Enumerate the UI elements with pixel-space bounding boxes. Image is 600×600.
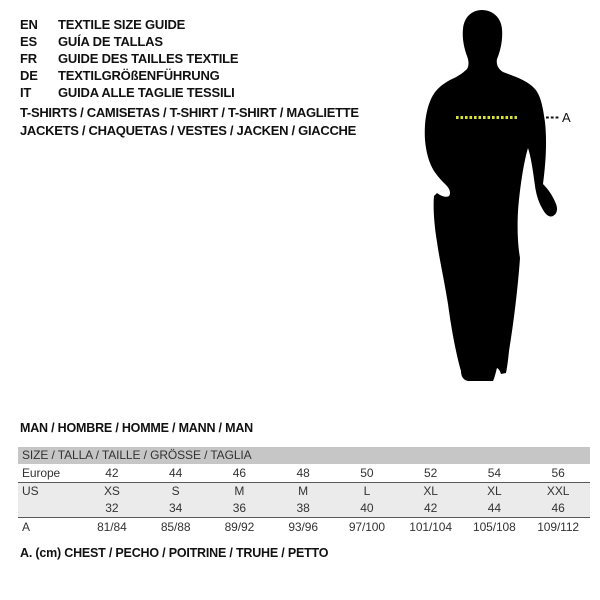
table-cell: 56 [551, 466, 565, 480]
table-cell: 97/100 [348, 520, 385, 534]
size-table-header: SIZE / TALLA / TAILLE / GRÖSSE / TAGLIA [18, 447, 590, 464]
language-title: TEXTILE SIZE GUIDE [58, 17, 186, 32]
category-tshirts: T-SHIRTS / CAMISETAS / T-SHIRT / T-SHIRT / MAGLIETTE [20, 105, 359, 120]
table-cell: XS [103, 484, 120, 498]
table-cell: 46 [551, 501, 565, 515]
table-row-europe [18, 464, 590, 482]
table-cell: L [363, 484, 371, 498]
table-cell: 46 [232, 466, 246, 480]
measure-label-a: A [562, 110, 571, 125]
table-cell: 36 [232, 501, 246, 515]
table-cell: 52 [424, 466, 438, 480]
table-cell: 101/104 [409, 520, 452, 534]
size-table [18, 447, 590, 536]
table-cell: M [298, 484, 309, 498]
table-cell: 42 [105, 466, 119, 480]
language-code: ES [20, 34, 37, 49]
table-row-chest-a [18, 517, 590, 536]
language-title: GUÍA DE TALLAS [58, 34, 163, 49]
table-cell: 93/96 [288, 520, 318, 534]
table-cell: 42 [424, 501, 438, 515]
language-code: DE [20, 68, 38, 83]
table-cell: M [234, 484, 245, 498]
table-row-numeric [18, 500, 590, 517]
row-label [18, 500, 80, 517]
table-cell: 105/108 [473, 520, 516, 534]
table-cell: XL [487, 484, 502, 498]
language-code: IT [20, 85, 32, 100]
table-cell: XL [423, 484, 438, 498]
language-code: EN [20, 17, 38, 32]
section-title-man: MAN / HOMBRE / HOMME / MANN / MAN [20, 421, 253, 435]
table-cell: 81/84 [97, 520, 127, 534]
table-cell: 48 [296, 466, 310, 480]
row-label: US [22, 484, 39, 498]
table-cell: 34 [169, 501, 183, 515]
table-cell: XXL [546, 484, 570, 498]
man-silhouette [425, 10, 557, 381]
language-title: GUIDA ALLE TAGLIE TESSILI [58, 85, 235, 100]
table-cell: 85/88 [160, 520, 191, 534]
table-cell: 54 [487, 466, 501, 480]
category-jackets: JACKETS / CHAQUETAS / VESTES / JACKEN / GIACCHE [20, 123, 356, 138]
language-title: GUIDE DES TAILLES TEXTILE [58, 51, 239, 66]
table-cell: 38 [296, 501, 310, 515]
language-title: TEXTILGRÖßENFÜHRUNG [58, 68, 220, 83]
table-cell: 44 [487, 501, 501, 515]
table-cell: 89/92 [224, 520, 255, 534]
table-cell: 44 [169, 466, 183, 480]
table-cell: 32 [105, 501, 119, 515]
table-cell: 50 [360, 466, 374, 480]
table-cell: 109/112 [537, 520, 580, 534]
language-code: FR [20, 51, 37, 66]
row-label: A [22, 520, 30, 534]
measurement-footnote: A. (cm) CHEST / PECHO / POITRINE / TRUHE / PETTO [20, 546, 329, 560]
row-label: Europe [22, 466, 61, 480]
table-cell: S [171, 484, 180, 498]
table-cell: 40 [360, 501, 374, 515]
table-row-us [18, 482, 590, 500]
